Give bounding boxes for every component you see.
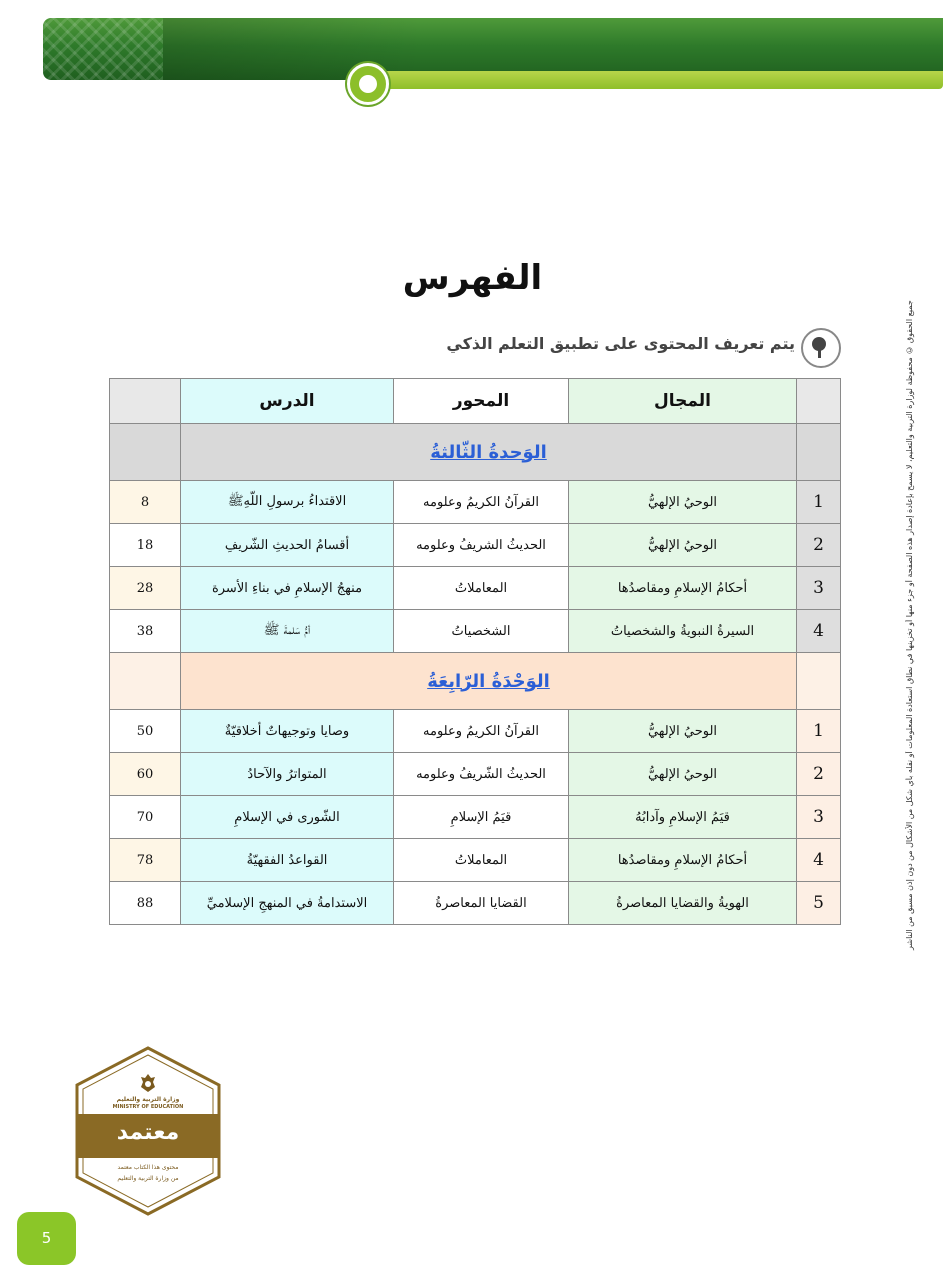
page-number-badge: 5 [17, 1212, 76, 1265]
unit-row [110, 653, 841, 710]
row-domain: السيرةُ النبويةُ والشخصياتُ [569, 610, 797, 653]
row-page: 70 [110, 796, 181, 839]
uae-emblem-icon [139, 1073, 157, 1093]
row-lesson: أقسامُ الحديثِ الشّريفِ [181, 524, 394, 567]
header-page [110, 379, 181, 424]
table-row [110, 481, 841, 524]
row-axis: المعاملاتُ [394, 567, 569, 610]
header-lesson: الدرس [181, 379, 394, 424]
row-domain: قيَمُ الإسلامِ وآدابُهُ [569, 796, 797, 839]
row-lesson: أمُّ سَلمةَ ﷺ [181, 610, 394, 653]
smart-learning-note: يتم تعريف المحتوى على تطبيق التعلم الذكي [446, 334, 795, 353]
stamp-caption-line2: من وزارة التربية والتعليم [117, 1175, 179, 1182]
row-axis: الحديثُ الشّريفُ وعلومه [394, 753, 569, 796]
table-header-row [110, 379, 841, 424]
row-axis: القضايا المعاصرةُ [394, 882, 569, 925]
row-number: 2 [797, 524, 841, 567]
row-domain: الهويةُ والقضايا المعاصرةُ [569, 882, 797, 925]
copyright-side-text: جميع الحقوق © محفوظة لوزارة التربية والتعليم، لا يسمح بإعادة إصدار هذه الصفحة أو جزء منها أو تخزينها في نطاق استعادة المعلومات أو نقله بأي شكل من الأشكال من دون إذن مسبق من الناشر [905, 300, 914, 950]
row-number: 4 [797, 610, 841, 653]
row-axis: المعاملاتُ [394, 839, 569, 882]
header-axis: المحور [394, 379, 569, 424]
row-page: 18 [110, 524, 181, 567]
row-number: 3 [797, 796, 841, 839]
row-page: 8 [110, 481, 181, 524]
header-num [797, 379, 841, 424]
header-domain: المجال [569, 379, 797, 424]
table-row [110, 567, 841, 610]
row-page: 78 [110, 839, 181, 882]
ornament-pattern [43, 18, 163, 80]
table-row [110, 882, 841, 925]
table-row [110, 796, 841, 839]
row-axis: قيَمُ الإسلامِ [394, 796, 569, 839]
stamp-caption-line1: محتوى هذا الكتاب معتمد [117, 1164, 179, 1171]
row-domain: أحكامُ الإسلامِ ومقاصدُها [569, 567, 797, 610]
row-number: 4 [797, 839, 841, 882]
table-row [110, 524, 841, 567]
stamp-ministry-english: MINISTRY OF EDUCATION [112, 1104, 184, 1110]
stamp-approved-label: معتمد [116, 1120, 180, 1145]
row-lesson: منهجُ الإسلامِ في بناءِ الأسرة [181, 567, 394, 610]
row-number: 2 [797, 753, 841, 796]
row-number: 5 [797, 882, 841, 925]
row-page: 50 [110, 710, 181, 753]
row-axis: الحديثُ الشريفُ وعلومه [394, 524, 569, 567]
row-lesson: المتواترُ والآحادُ [181, 753, 394, 796]
row-lesson: الاقتداءُ برسولِ اللّهِﷺ [181, 481, 394, 524]
row-page: 28 [110, 567, 181, 610]
unit-title-link[interactable]: الوَحْدَةُ الرّابِعَةُ [427, 670, 550, 692]
unit-title-link[interactable]: الوَحدةُ الثّالثةُ [430, 441, 547, 463]
row-lesson: الشّورى في الإسلامِ [181, 796, 394, 839]
table-row [110, 710, 841, 753]
row-number: 1 [797, 481, 841, 524]
unit-title-cell[interactable] [181, 424, 797, 481]
row-axis: القرآنُ الكريمُ وعلومه [394, 710, 569, 753]
row-number: 3 [797, 567, 841, 610]
index-table [109, 378, 841, 925]
row-domain: الوحيُ الإلهيُّ [569, 710, 797, 753]
unit-row [110, 424, 841, 481]
ministry-approval-stamp [73, 1045, 223, 1217]
row-domain: الوحيُ الإلهيُّ [569, 753, 797, 796]
unit-title-cell[interactable] [181, 653, 797, 710]
table-row [110, 610, 841, 653]
header-accent-bar [372, 71, 943, 89]
row-lesson: القواعدُ الفقهيّةُ [181, 839, 394, 882]
row-domain: الوحيُ الإلهيُّ [569, 524, 797, 567]
row-axis: الشخصياتُ [394, 610, 569, 653]
table-row [110, 753, 841, 796]
stamp-ministry-arabic: وزارة التربية والتعليم [116, 1096, 180, 1103]
row-axis: القرآنُ الكريمُ وعلومه [394, 481, 569, 524]
header-ring-ornament [347, 63, 389, 105]
smart-learning-tree-icon [801, 328, 841, 368]
row-lesson: الاستدامةُ في المنهجِ الإسلاميِّ [181, 882, 394, 925]
table-row [110, 839, 841, 882]
row-page: 38 [110, 610, 181, 653]
row-domain: الوحيُ الإلهيُّ [569, 481, 797, 524]
row-number: 1 [797, 710, 841, 753]
row-lesson: وصايا وتوجيهاتٌ أخلاقيّةٌ [181, 710, 394, 753]
page-title: الفهرس [402, 258, 543, 298]
row-domain: أحكامُ الإسلامِ ومقاصدُها [569, 839, 797, 882]
row-page: 88 [110, 882, 181, 925]
row-page: 60 [110, 753, 181, 796]
